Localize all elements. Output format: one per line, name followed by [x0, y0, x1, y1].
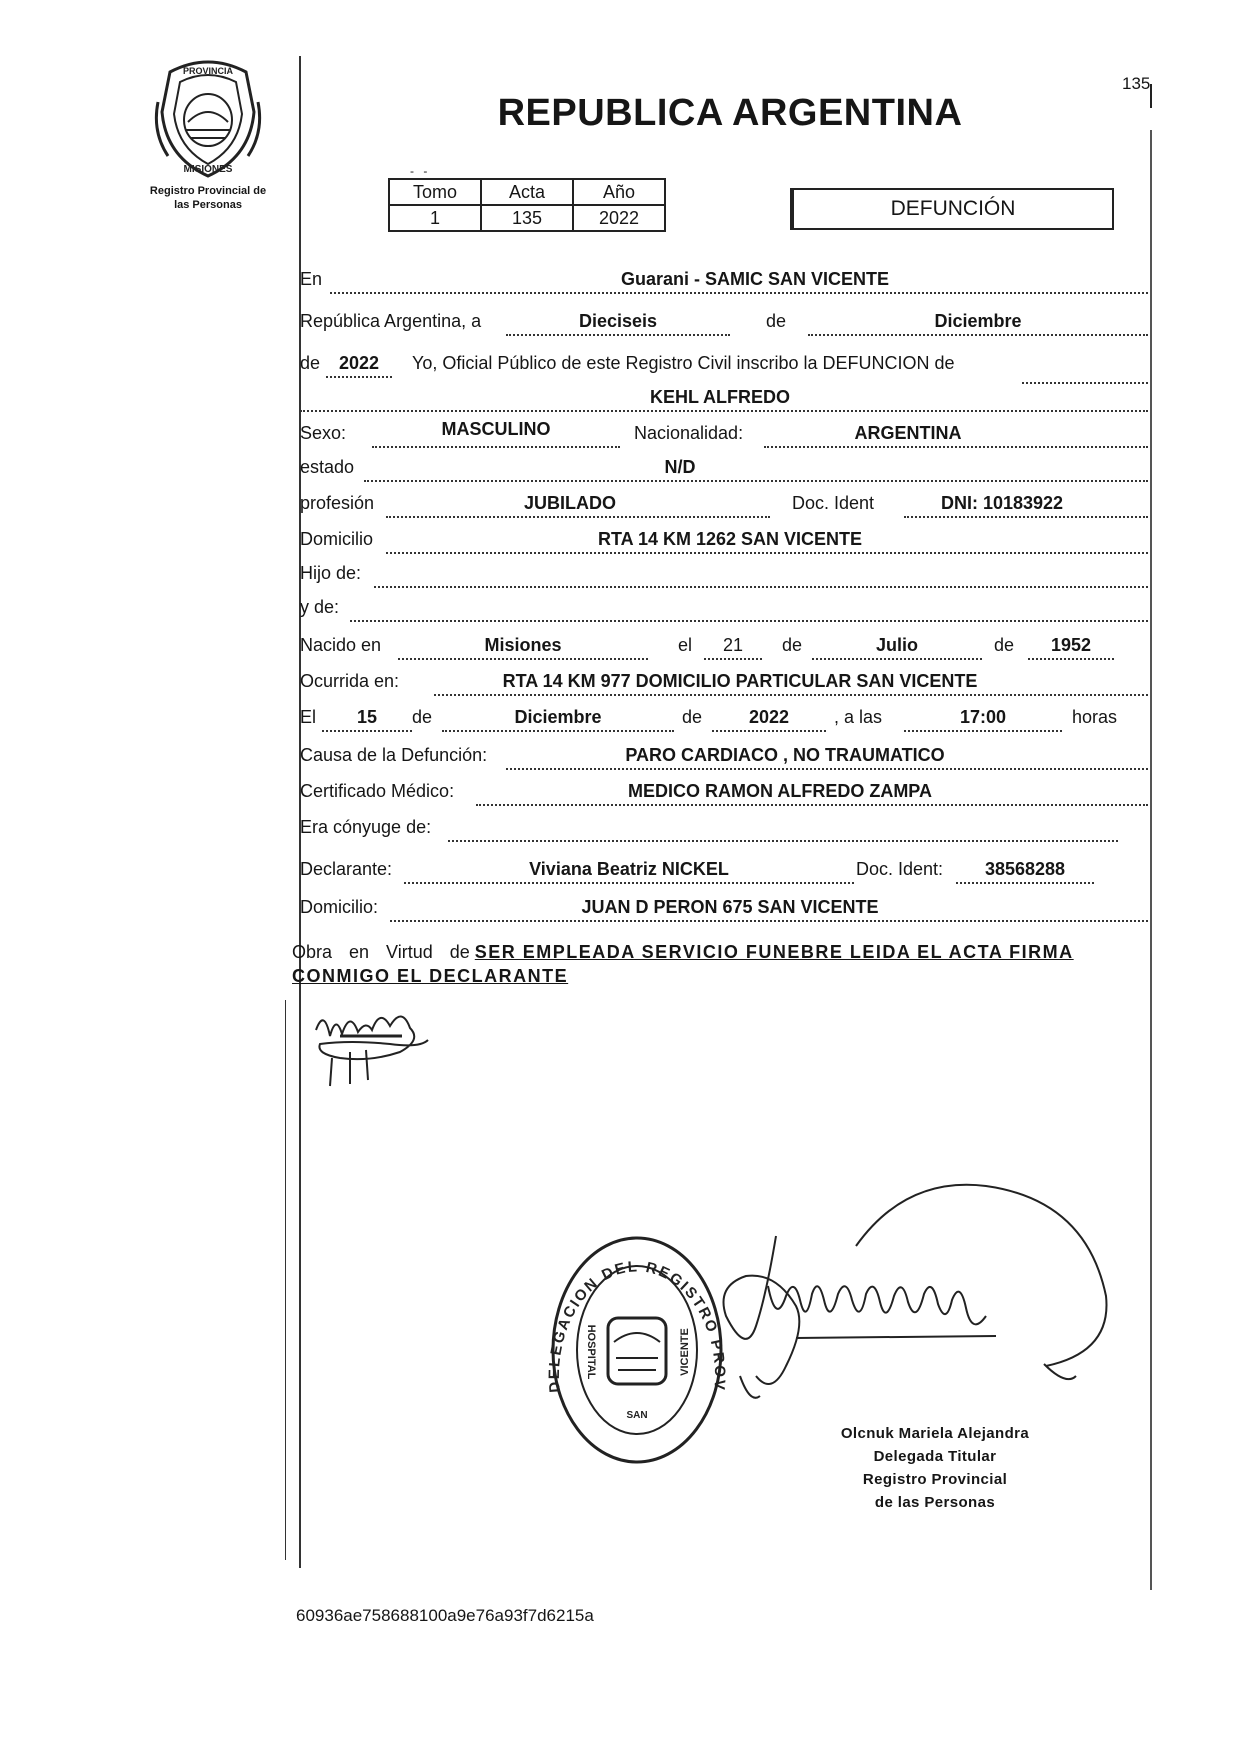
row-sexo [300, 416, 1148, 450]
value-month: Diciembre [934, 311, 1022, 331]
document-hash: 60936ae758688100a9e76a93f7d6215a [296, 1606, 594, 1625]
label-el: El [300, 707, 317, 727]
value-domicilio: RTA 14 KM 1262 SAN VICENTE [597, 529, 863, 549]
label-hijo: Hijo de: [300, 563, 362, 583]
value-declarante: Viviana Beatriz NICKEL [529, 859, 729, 879]
value-nacionalidad: ARGENTINA [854, 423, 962, 443]
value-cause: PARO CARDIACO , NO TRAUMATICO [625, 745, 945, 765]
row-ocurrida [300, 664, 1148, 698]
registry-caption-line: las Personas [174, 199, 242, 211]
row-y-de [300, 590, 1148, 624]
value-birth-month: Julio [875, 635, 918, 655]
label-sexo: Sexo: [300, 423, 347, 443]
dotted-line [812, 658, 982, 660]
dotted-line [506, 768, 1148, 770]
label-el: el [678, 635, 693, 655]
dotted-line [374, 586, 1148, 588]
label-estado: estado [300, 457, 355, 477]
record-header-tomo: Tomo [389, 179, 481, 205]
dotted-line [300, 410, 1148, 412]
dotted-line [712, 730, 826, 732]
dotted-line [330, 292, 1148, 294]
record-table-header-row [389, 179, 665, 205]
value-death-day: 15 [356, 707, 378, 727]
dotted-line [808, 334, 1148, 336]
stamp-inner-bottom: SAN [626, 1410, 648, 1421]
value-place: Guarani - SAMIC SAN VICENTE [620, 269, 890, 289]
value-birth-year: 1952 [1050, 635, 1092, 655]
record-table [388, 178, 666, 232]
dotted-line [364, 480, 1148, 482]
row-domicilio-declarante [300, 890, 1148, 924]
official-name: Olcnuk Mariela Alejandra [840, 1425, 1030, 1442]
label-declarante: Declarante: [300, 859, 393, 879]
record-header-acta: Acta [481, 179, 573, 205]
stamp-inner-right: VICENTE [679, 1328, 691, 1376]
dotted-line [904, 730, 1062, 732]
row-causa [300, 738, 1148, 772]
dotted-line [372, 446, 620, 448]
dotted-line [390, 920, 1148, 922]
label-de: de [782, 635, 803, 655]
dotted-line [386, 516, 770, 518]
record-table-value-row [389, 205, 665, 231]
left-margin-line-lower [285, 1000, 286, 1560]
stamp-inner-left: HOSPITAL [585, 1324, 597, 1380]
dotted-line [448, 840, 1118, 842]
label-a-las: , a las [834, 707, 883, 727]
seal-top-text: PROVINCIA [182, 66, 234, 76]
value-death-year: 2022 [748, 707, 790, 727]
seal-bottom-text: MISIONES [183, 164, 233, 175]
value-obra: SER EMPLEADA SERVICIO FUNEBRE LEIDA EL ACTA FIRMA CONMIGO EL DECLARANTE [292, 942, 1074, 986]
label-de: de [766, 311, 787, 331]
page-number-tick [1150, 84, 1152, 108]
row-year-text [300, 346, 1148, 380]
value-day-words: Dieciseis [578, 311, 658, 331]
registry-caption-line: Registro Provincial de [149, 185, 267, 197]
row-republica [300, 304, 1148, 338]
official-signature [716, 1176, 1116, 1416]
value-birth-day: 21 [722, 635, 744, 655]
row-certificado [300, 774, 1148, 808]
dotted-line [904, 516, 1148, 518]
label-profesion: profesión [300, 493, 375, 513]
right-margin-line [1150, 130, 1152, 1590]
dotted-line [398, 658, 648, 660]
label-nacido: Nacido en [300, 635, 382, 655]
value-deceased-name: KEHL ALFREDO [649, 387, 790, 407]
official-org-line2: de las Personas [874, 1494, 996, 1511]
label-domicilio: Domicilio [300, 529, 374, 549]
row-name [300, 380, 1148, 414]
registry-caption [128, 184, 288, 212]
row-conyuge [300, 810, 1148, 844]
value-declarante-address: JUAN D PERON 675 SAN VICENTE [581, 897, 879, 917]
row-hijo [300, 556, 1148, 590]
label-de: de [994, 635, 1015, 655]
declarant-signature [310, 1000, 436, 1090]
row-declarante [300, 852, 1148, 886]
official-org-line1: Registro Provincial [862, 1471, 1008, 1488]
dotted-line [322, 730, 412, 732]
stamp-outer-text: EGACION DEL REGISTRO PR [548, 1258, 726, 1366]
value-death-place: RTA 14 KM 977 DOMICILIO PARTICULAR SAN VICENTE [502, 671, 978, 691]
dotted-line [764, 446, 1148, 448]
value-certificate: MEDICO RAMON ALFREDO ZAMPA [628, 781, 932, 801]
label-nacionalidad: Nacionalidad: [634, 423, 744, 443]
record-value-tomo: 1 [389, 205, 481, 231]
official-role: Delegada Titular [873, 1448, 997, 1465]
label-doc-ident: Doc. Ident: [856, 859, 944, 879]
label-causa: Causa de la Defunción: [300, 745, 488, 765]
dotted-line [506, 334, 730, 336]
label-republica: República Argentina, a [300, 311, 482, 331]
tick-marks: - - [410, 164, 431, 178]
text-yo-oficial: Yo, Oficial Público de este Registro Civil inscribo la DEFUNCION de [412, 353, 955, 373]
label-horas: horas [1072, 707, 1118, 727]
official-block [810, 1422, 1060, 1514]
label-certificado: Certificado Médico: [300, 781, 455, 801]
row-nacido [300, 628, 1148, 662]
label-de: de [682, 707, 703, 727]
value-death-month: Diciembre [514, 707, 602, 727]
row-en [300, 262, 1148, 296]
label-de: de [412, 707, 433, 727]
row-estado [300, 450, 1148, 484]
label-en: En [300, 269, 323, 289]
value-profesion: JUBILADO [523, 493, 616, 513]
svg-text:DELEGACION DEL REGISTRO PROVIN [548, 1232, 726, 1393]
label-de-year: de [300, 353, 321, 373]
province-seal [150, 52, 266, 182]
dotted-line [442, 730, 674, 732]
dotted-line [434, 694, 1148, 696]
value-declarante-doc: 38568288 [984, 859, 1066, 879]
label-domicilio: Domicilio: [300, 897, 379, 917]
dotted-line [386, 552, 1148, 554]
record-type-box: DEFUNCIÓN [790, 188, 1114, 230]
dotted-line [476, 804, 1148, 806]
dotted-line [1028, 658, 1114, 660]
label-doc-ident: Doc. Ident [792, 493, 875, 513]
document-title: REPUBLICA ARGENTINA [497, 92, 963, 134]
row-fecha [300, 700, 1148, 734]
value-estado: N/D [664, 457, 696, 477]
dotted-line [404, 882, 854, 884]
label-y-de: y de: [300, 597, 340, 617]
record-value-acta: 135 [481, 205, 573, 231]
record-header-ano: Año [573, 179, 665, 205]
row-domicilio [300, 522, 1148, 556]
value-sexo: MASCULINO [441, 419, 551, 439]
row-profesion [300, 486, 1148, 520]
value-birth-place: Misiones [484, 635, 562, 655]
label-obra: Obra en Virtud de [292, 942, 470, 962]
dotted-line [704, 658, 762, 660]
value-year: 2022 [338, 353, 380, 373]
dotted-line [350, 620, 1148, 622]
label-conyuge: Era cónyuge de: [300, 817, 432, 837]
value-dni: DNI: 10183922 [940, 493, 1064, 513]
value-death-time: 17:00 [959, 707, 1007, 727]
dotted-line [326, 376, 392, 378]
obra-en-virtud [292, 940, 1144, 988]
official-stamp [548, 1232, 726, 1468]
label-ocurrida: Ocurrida en: [300, 671, 400, 691]
record-value-ano: 2022 [573, 205, 665, 231]
dotted-line [956, 882, 1094, 884]
page-number: 135 [1122, 74, 1151, 93]
